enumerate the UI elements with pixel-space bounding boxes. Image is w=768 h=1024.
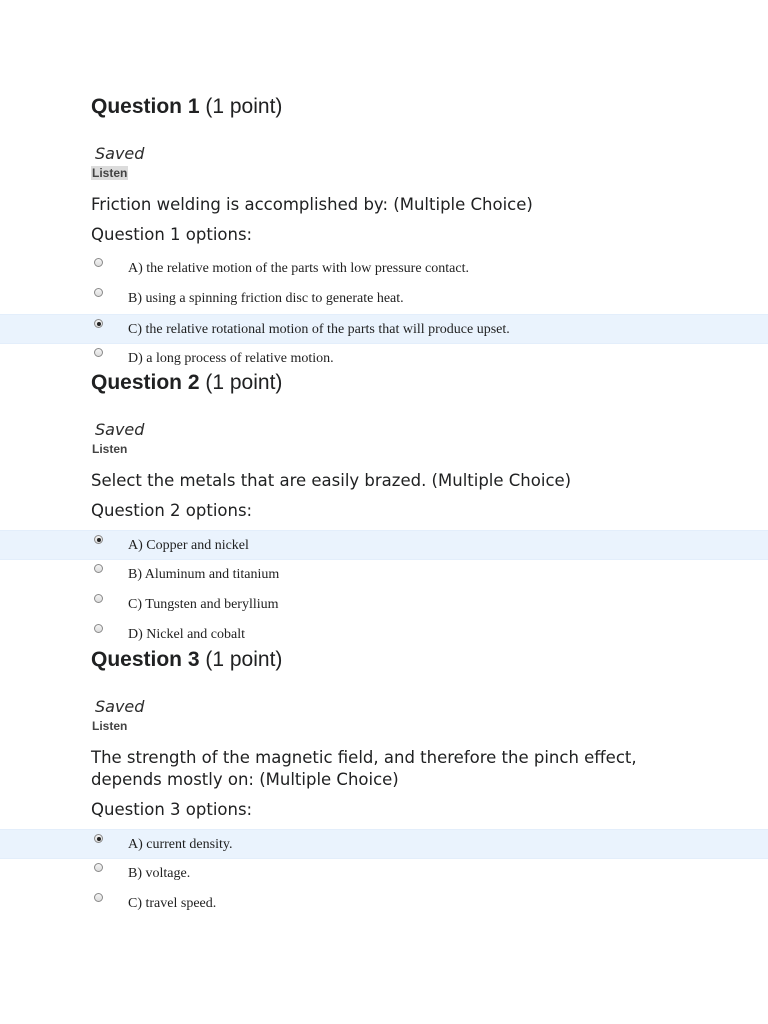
radio-button-checked[interactable] — [94, 319, 103, 328]
radio-button[interactable] — [94, 893, 103, 902]
question-prompt: The strength of the magnetic field, and therefore the pinch effect, depends mostly on: (Multiple Choice) — [91, 748, 637, 789]
option-text[interactable]: A) Copper and nickel — [128, 538, 249, 553]
saved-status: Saved — [95, 144, 145, 163]
question-points: (1 point) — [205, 371, 283, 394]
question-prompt: Friction welding is accomplished by: (Multiple Choice) — [91, 195, 533, 214]
option-d[interactable] — [0, 620, 768, 650]
radio-button[interactable] — [94, 863, 103, 872]
question-number: Question 2 — [91, 371, 200, 394]
option-c[interactable] — [0, 314, 768, 344]
question-title — [91, 94, 768, 120]
radio-button-checked[interactable] — [94, 535, 103, 544]
radio-button[interactable] — [94, 348, 103, 357]
question-title — [91, 647, 768, 673]
option-text[interactable]: B) using a spinning friction disc to generate heat. — [128, 291, 404, 306]
option-text[interactable]: C) Tungsten and beryllium — [128, 597, 279, 612]
question-points: (1 point) — [205, 648, 283, 671]
option-text[interactable]: D) Nickel and cobalt — [128, 627, 246, 642]
listen-button[interactable]: Listen — [92, 442, 128, 456]
question-number: Question 1 — [91, 95, 200, 118]
question-title — [91, 370, 768, 396]
option-a[interactable] — [0, 829, 768, 859]
option-a[interactable] — [0, 530, 768, 560]
option-text[interactable]: A) current density. — [128, 837, 233, 852]
options-label: Question 2 options: — [91, 501, 253, 520]
listen-button[interactable]: Listen — [92, 719, 128, 733]
radio-button[interactable] — [94, 258, 103, 267]
radio-button-checked[interactable] — [94, 834, 103, 843]
question-prompt: Select the metals that are easily brazed. (Multiple Choice) — [91, 471, 572, 490]
question-2 — [91, 370, 768, 650]
option-text[interactable]: B) voltage. — [128, 866, 191, 881]
option-text[interactable]: A) the relative motion of the parts with low pressure contact. — [128, 261, 469, 276]
saved-status: Saved — [95, 420, 145, 439]
options-list — [0, 530, 768, 650]
radio-button[interactable] — [94, 288, 103, 297]
listen-button[interactable]: Listen — [92, 166, 128, 180]
question-points: (1 point) — [205, 95, 283, 118]
option-text[interactable]: D) a long process of relative motion. — [128, 351, 334, 366]
option-text[interactable]: C) travel speed. — [128, 896, 217, 911]
option-b[interactable] — [0, 284, 768, 314]
option-b[interactable] — [0, 560, 768, 590]
options-label: Question 1 options: — [91, 225, 253, 244]
question-3 — [91, 647, 768, 919]
question-number: Question 3 — [91, 648, 200, 671]
radio-button[interactable] — [94, 624, 103, 633]
radio-button[interactable] — [94, 594, 103, 603]
option-text[interactable]: C) the relative rotational motion of the parts that will produce upset. — [128, 322, 510, 337]
option-c[interactable] — [0, 590, 768, 620]
options-label: Question 3 options: — [91, 800, 253, 819]
options-list — [0, 829, 768, 919]
options-list — [0, 254, 768, 374]
option-b[interactable] — [0, 859, 768, 889]
option-c[interactable] — [0, 889, 768, 919]
option-text[interactable]: B) Aluminum and titanium — [128, 567, 280, 582]
option-a[interactable] — [0, 254, 768, 284]
question-1 — [91, 94, 768, 374]
saved-status: Saved — [95, 697, 145, 716]
radio-button[interactable] — [94, 564, 103, 573]
